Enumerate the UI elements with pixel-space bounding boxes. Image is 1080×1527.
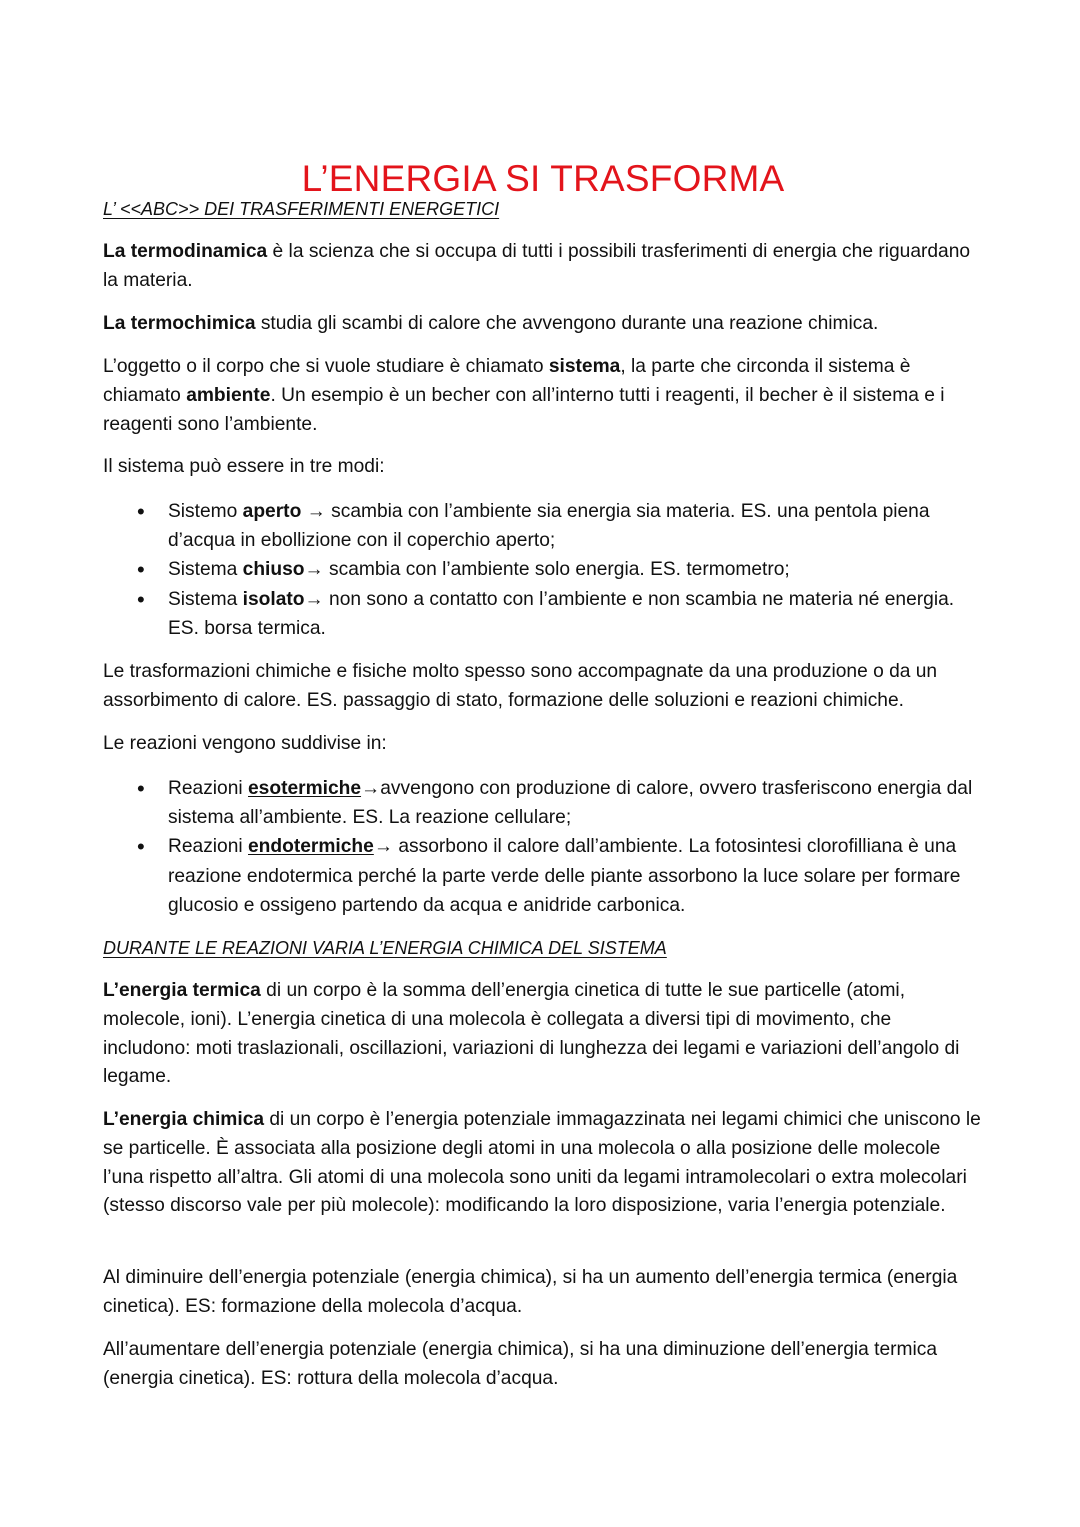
bullet-icon: • [137,586,145,612]
item-text: avvengono con produzione di calore, ovvero trasferiscono energia dal sistema all’ambiente. ES. La reazione cellulare; [168,778,973,829]
bullet-icon: • [137,557,145,583]
paragraph-suddivise: Le reazioni vengono suddivise in: [103,733,387,754]
arrow-right-icon: → [304,588,330,610]
item-text: assorbono il calore dall’ambiente. La fotosintesi clorofilliana è una reazione endotermica perché la parte verde delle piante assorbono la luce solare per formare glucosio e ossigeno partendo da acqua e anidride carbonica. [168,836,961,916]
item-prefix: Sistemo [168,501,243,522]
document-title: L’ENERGIA SI TRASFORMA [301,157,785,199]
item-text: non sono a contatto con l’ambiente e non scambia ne materia né energia. ES. borsa termica. [168,588,955,639]
term-endotermiche: endotermiche [248,836,374,858]
paragraph-text: . Un esempio è un becher con all’interno tutti i reagenti, il becher è il sistema e i reagenti sono l’ambiente. [103,384,945,435]
system-types-list [103,497,983,643]
term-isolato: isolato [242,588,305,610]
paragraph-tre-modi: Il sistema può essere in tre modi: [103,456,385,477]
section-heading-abc: L’ <<ABC>> DEI TRASFERIMENTI ENERGETICI [103,199,500,219]
paragraph-aumentare: All’aumentare dell’energia potenziale (energia chimica), si ha una diminuzione dell’energia termica (energia cinetica). ES: rottura della molecola d’acqua. [103,1339,938,1389]
term-termochimica: La termochimica [103,313,256,334]
paragraph-text: di un corpo è la somma dell’energia cinetica di tutte le sue particelle (atomi, molecole, ioni). L’energia cinetica di una molecola è collegata a diversi tipi di movimento, che includono: moti traslazionali, oscillazioni, variazioni di lunghezza dei legami e variazioni dell’angolo di legame. [103,980,960,1088]
paragraph-energia-chimica [103,1106,983,1221]
list-item-sistema-isolato [103,585,983,643]
paragraph-text: L’oggetto o il corpo che si vuole studiare è chiamato [103,356,549,377]
arrow-right-icon: → [361,778,381,799]
bullet-icon: • [137,499,145,524]
arrow-right-icon: → [304,559,330,581]
list-item-sistema-chiuso [103,555,983,584]
section-heading-energia-chimica: DURANTE LE REAZIONI VARIA L’ENERGIA CHIMICA DEL SISTEMA [103,938,667,958]
list-item-esotermiche [103,774,983,832]
paragraph-termodinamica [103,238,983,296]
bullet-icon: • [137,834,145,860]
term-chiuso: chiuso [242,559,305,581]
paragraph-text: , la parte che circonda il sistema è chiamato [103,356,911,406]
paragraph-energia-termica [103,977,983,1092]
item-prefix: Sistema [168,559,243,581]
bullet-icon: • [137,776,145,801]
item-prefix: Sistema [168,588,243,610]
item-prefix: Reazioni [168,836,248,858]
term-termodinamica: La termodinamica [103,241,268,262]
item-text: scambia con l’ambiente solo energia. ES. termometro; [329,559,790,581]
paragraph-trasformazioni: Le trasformazioni chimiche e fisiche molto spesso sono accompagnate da una produzione o da un assorbimento di calore. ES. passaggio di stato, formazione delle soluzioni e reazioni chimiche. [103,661,938,711]
paragraph-text: studia gli scambi di calore che avvengono durante una reazione chimica. [255,313,879,334]
paragraph-sistema-ambiente [103,353,983,439]
arrow-right-icon: → [301,501,332,522]
list-item-sistema-aperto [103,497,983,555]
term-aperto: aperto [242,501,302,522]
arrow-right-icon: → [373,836,399,858]
term-esotermiche: esotermiche [248,778,362,799]
item-text: scambia con l’ambiente sia energia sia materia. ES. una pentola piena d’acqua in ebollizione con il coperchio aperto; [168,501,930,552]
paragraph-diminuire: Al diminuire dell’energia potenziale (energia chimica), si ha un aumento dell’energia termica (energia cinetica). ES: formazione della molecola d’acqua. [103,1267,958,1317]
term-energia-termica: L’energia termica [103,980,261,1001]
paragraph-text: di un corpo è l’energia potenziale immagazzinata nei legami chimici che uniscono le se particelle. È associata alla posizione degli atomi in una molecola o alla posizione delle molecole l’una rispetto all’altra. Gli atomi di una molecola sono uniti da legami intramolecolari o extra molecolari (stesso discorso vale per più molecole): modificando la loro disposizione, varia l’energia potenziale. [103,1109,981,1217]
paragraph-text: è la scienza che si occupa di tutti i possibili trasferimenti di energia che riguardano la materia. [103,241,971,291]
reaction-types-list [103,774,983,920]
paragraph-termochimica [103,310,983,339]
term-ambiente: ambiente [186,384,271,406]
term-sistema: sistema [548,356,621,377]
list-item-endotermiche [103,832,983,920]
term-energia-chimica: L’energia chimica [103,1109,265,1130]
item-prefix: Reazioni [168,778,248,799]
